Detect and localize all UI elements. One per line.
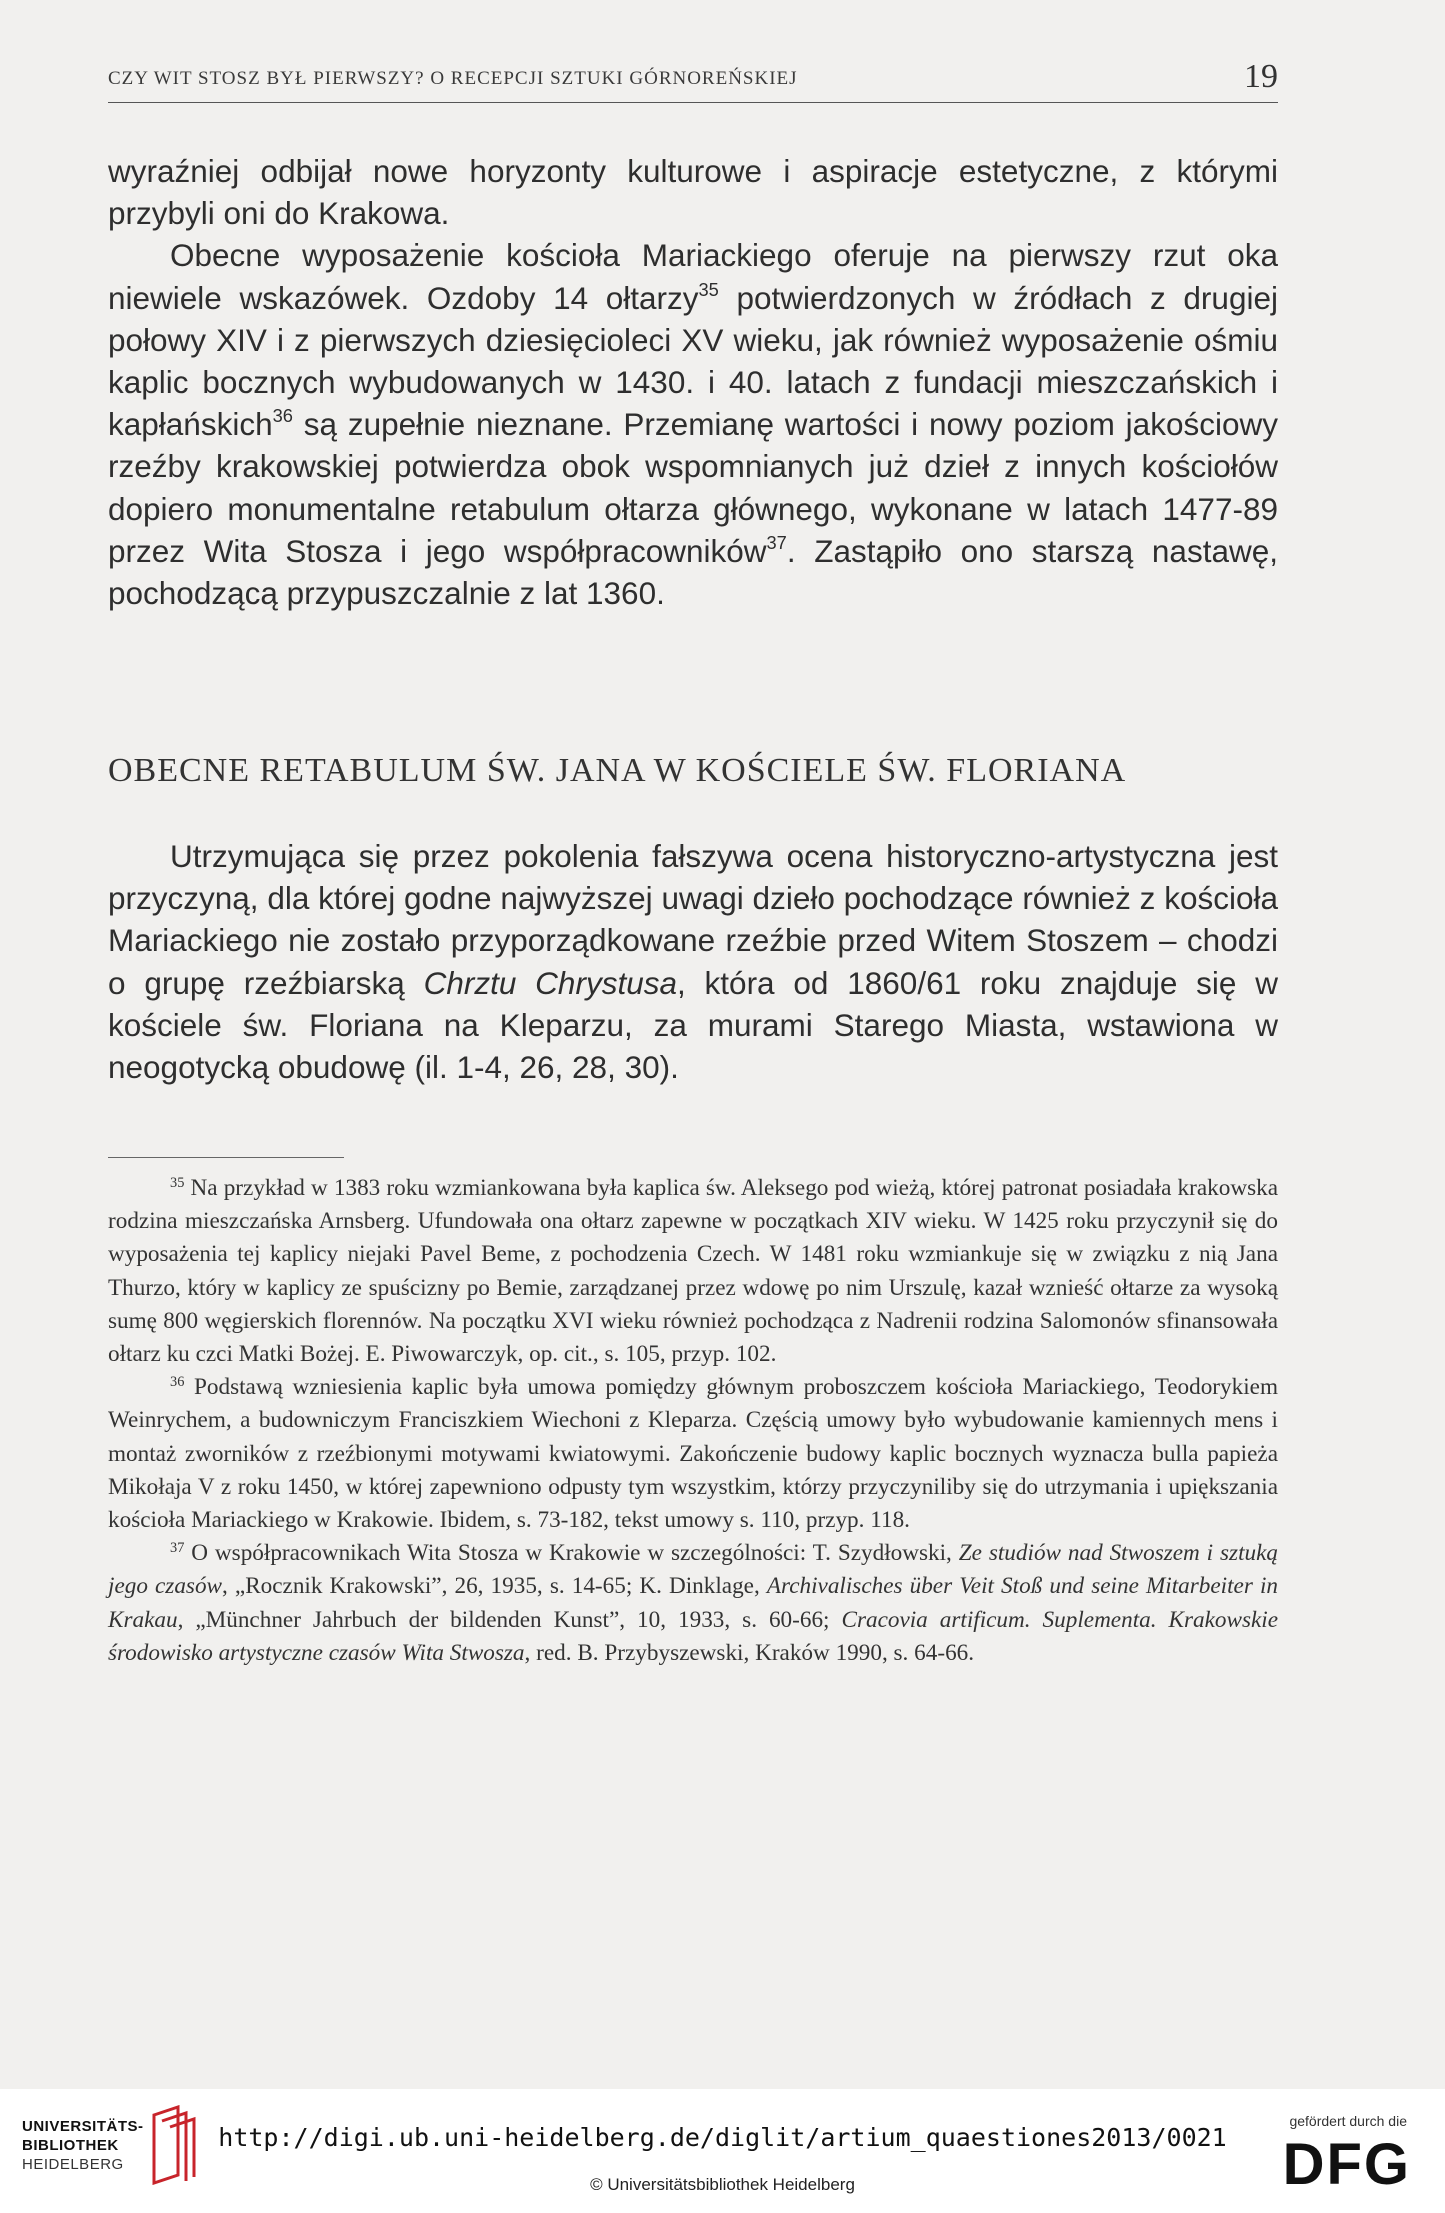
text-run: Utrzymująca się przez pokolenia fałszywa ocena historyczno-artystyczna jest przyczyną, dla której godne najwyższej uwagi dzieło pochodzące również z kościoła Mariackiego nie zostało przyporządkowane rzeźbie przed Witem Stoszem – chodzi o grupę rzeźbiarską bbox=[108, 838, 1278, 1001]
dfg-caption: gefördert durch die bbox=[1289, 2113, 1407, 2129]
document-url-link[interactable]: http://digi.ub.uni-heidelberg.de/diglit/artium_quaestiones2013/0021 bbox=[218, 2123, 1227, 2152]
footnote-number: 37 bbox=[170, 1540, 185, 1557]
running-title: CZY WIT STOSZ BYŁ PIERWSZY? O RECEPCJI SZTUKI GÓRNOREŃSKIEJ bbox=[108, 68, 798, 89]
footnote-text: Podstawą wzniesienia kaplic była umowa pomiędzy głównym proboszczem kościoła Mariackiego, Teodorykiem Weinrychem, a budowniczym Franciszkiem Wiechoni z Kleparza. Częścią umowy było wybudowanie kamiennych mens i montaż zworników z rzeźbionymi motywami kwiatowymi. Zakończenie budowy kaplic bocznych wyznacza bulla papieża Mikołaja V z roku 1450, w której zapewniono odpusty tym wszystkim, którzy przyczyniliby się do utrzymania i upiększania kościoła Mariackiego w Krakowie. Ibidem, s. 73-182, tekst umowy s. 110, przyp. 118. bbox=[108, 1374, 1278, 1534]
footnote-ref-35[interactable]: 35 bbox=[698, 278, 719, 300]
paragraph-2 bbox=[108, 234, 1278, 614]
footnote-divider bbox=[108, 1157, 344, 1158]
footnote-number: 35 bbox=[170, 1175, 185, 1192]
text-run: potwierdzonych w źródłach z drugiej połowy XIV i z pierwszych dziesięcioleci XV wieku, jak również wyposażenie ośmiu kaplic bocznych wybudowanych w 1430. i 40. latach z fundacji mieszczańskich i kapłańskich bbox=[108, 279, 1278, 443]
section-text bbox=[108, 835, 1278, 1088]
footnote-text: , „Münchner Jahrbuch der bildenden Kunst”, 10, 1933, s. 60-66; bbox=[177, 1606, 842, 1633]
dfg-logo[interactable]: DFG bbox=[1282, 2132, 1411, 2197]
text-run: , która od 1860/61 roku znajduje się w kościele św. Floriana na Kleparzu, za murami Starego Miasta, wstawiona w neogotycką obudowę (il. 1-4, 26, 28, 30). bbox=[108, 964, 1278, 1086]
main-text bbox=[108, 150, 1278, 614]
footnote-36 bbox=[108, 1371, 1278, 1537]
page-number: 19 bbox=[1244, 58, 1278, 95]
running-head bbox=[108, 58, 1278, 103]
logo-line: UNIVERSITÄTS- bbox=[22, 2118, 144, 2135]
footnote-text: , „Rocznik Krakowski”, 26, 1935, s. 14-65; K. Dinklage, bbox=[222, 1573, 767, 1600]
footnote-ref-36[interactable]: 36 bbox=[272, 405, 293, 427]
paragraph-1: wyraźniej odbijał nowe horyzonty kulturowe i aspiracje estetyczne, z którymi przybyli oni do Krakowa. bbox=[108, 153, 1278, 232]
footer-bar bbox=[0, 2089, 1445, 2213]
text-run: są zupełnie nieznane. Przemianę wartości i nowy poziom jakościowy rzeźby krakowskiej potwierdza obok wspomnianych już dzieł z innych kościołów dopiero monumentalne retabulum ołtarza głównego, wykonane w latach 1477-89 przez Wita Stosza i jego współpracowników bbox=[108, 406, 1278, 569]
logo-line: HEIDELBERG bbox=[22, 2156, 124, 2173]
copyright-notice: © Universitätsbibliothek Heidelberg bbox=[590, 2175, 855, 2194]
footnote-ref-37[interactable]: 37 bbox=[766, 532, 787, 554]
footnotes bbox=[108, 1172, 1278, 1670]
italic-title: Ze studiów nad Stwoszem i sztuką jego czasów bbox=[108, 1540, 1278, 1600]
text-run: Obecne wyposażenie kościoła Mariackiego oferuje na pierwszy rzut oka niewiele wskazówek. Ozdoby 14 ołtarzy bbox=[108, 237, 1278, 316]
section-heading: OBECNE RETABULUM ŚW. JANA W KOŚCIELE ŚW. FLORIANA bbox=[108, 752, 1127, 789]
footnote-35 bbox=[108, 1172, 1278, 1371]
italic-title: Cracovia artificum. Suplementa. Krakowskie środowisko artystyczne czasów Wita Stwosza bbox=[108, 1606, 1278, 1666]
text-run: . Zastąpiło ono starszą nastawę, pochodzącą przypuszczalnie z lat 1360. bbox=[108, 532, 1278, 612]
italic-title: Chrztu Chrystusa bbox=[423, 964, 677, 1001]
footnote-text: , red. B. Przybyszewski, Kraków 1990, s. 64-66. bbox=[524, 1639, 975, 1666]
footnote-text: O współpracownikach Wita Stosza w Krakowie w szczególności: T. Szydłowski, bbox=[184, 1540, 959, 1567]
logo-line: BIBLIOTHEK bbox=[22, 2137, 119, 2154]
section-paragraph bbox=[108, 835, 1278, 1088]
footnote-text: Na przykład w 1383 roku wzmiankowana była kaplica św. Aleksego pod wieżą, której patronat posiadała krakowska rodzina mieszczańska Arnsberg. Ufundowała ona ołtarz zapewne w początkach XIV wieku. W 1425 roku przyczynił się do wyposażenia tej kaplicy niejaki Pavel Beme, z pochodzenia Czech. W 1481 roku wzmiankuje się w związku z nią Jana Thurzo, który w kaplicy ze spuścizny po Bemie, zarządzanej przez wdowę po nim Urszulę, kazał wznieść ołtarze za wysoką sumę 800 węgierskich florennów. Na początku XVI wieku również pochodząca z Nadrenii rodzina Salomonów sfinansowała ołtarz ku czci Matki Bożej. E. Piwowarczyk, op. cit., s. 105, przyp. 102. bbox=[108, 1175, 1278, 1368]
footnote-number: 36 bbox=[170, 1374, 185, 1391]
footnote-37 bbox=[108, 1537, 1278, 1670]
italic-title: Archivalisches über Veit Stoß und seine Mitarbeiter in Krakau bbox=[108, 1573, 1278, 1633]
